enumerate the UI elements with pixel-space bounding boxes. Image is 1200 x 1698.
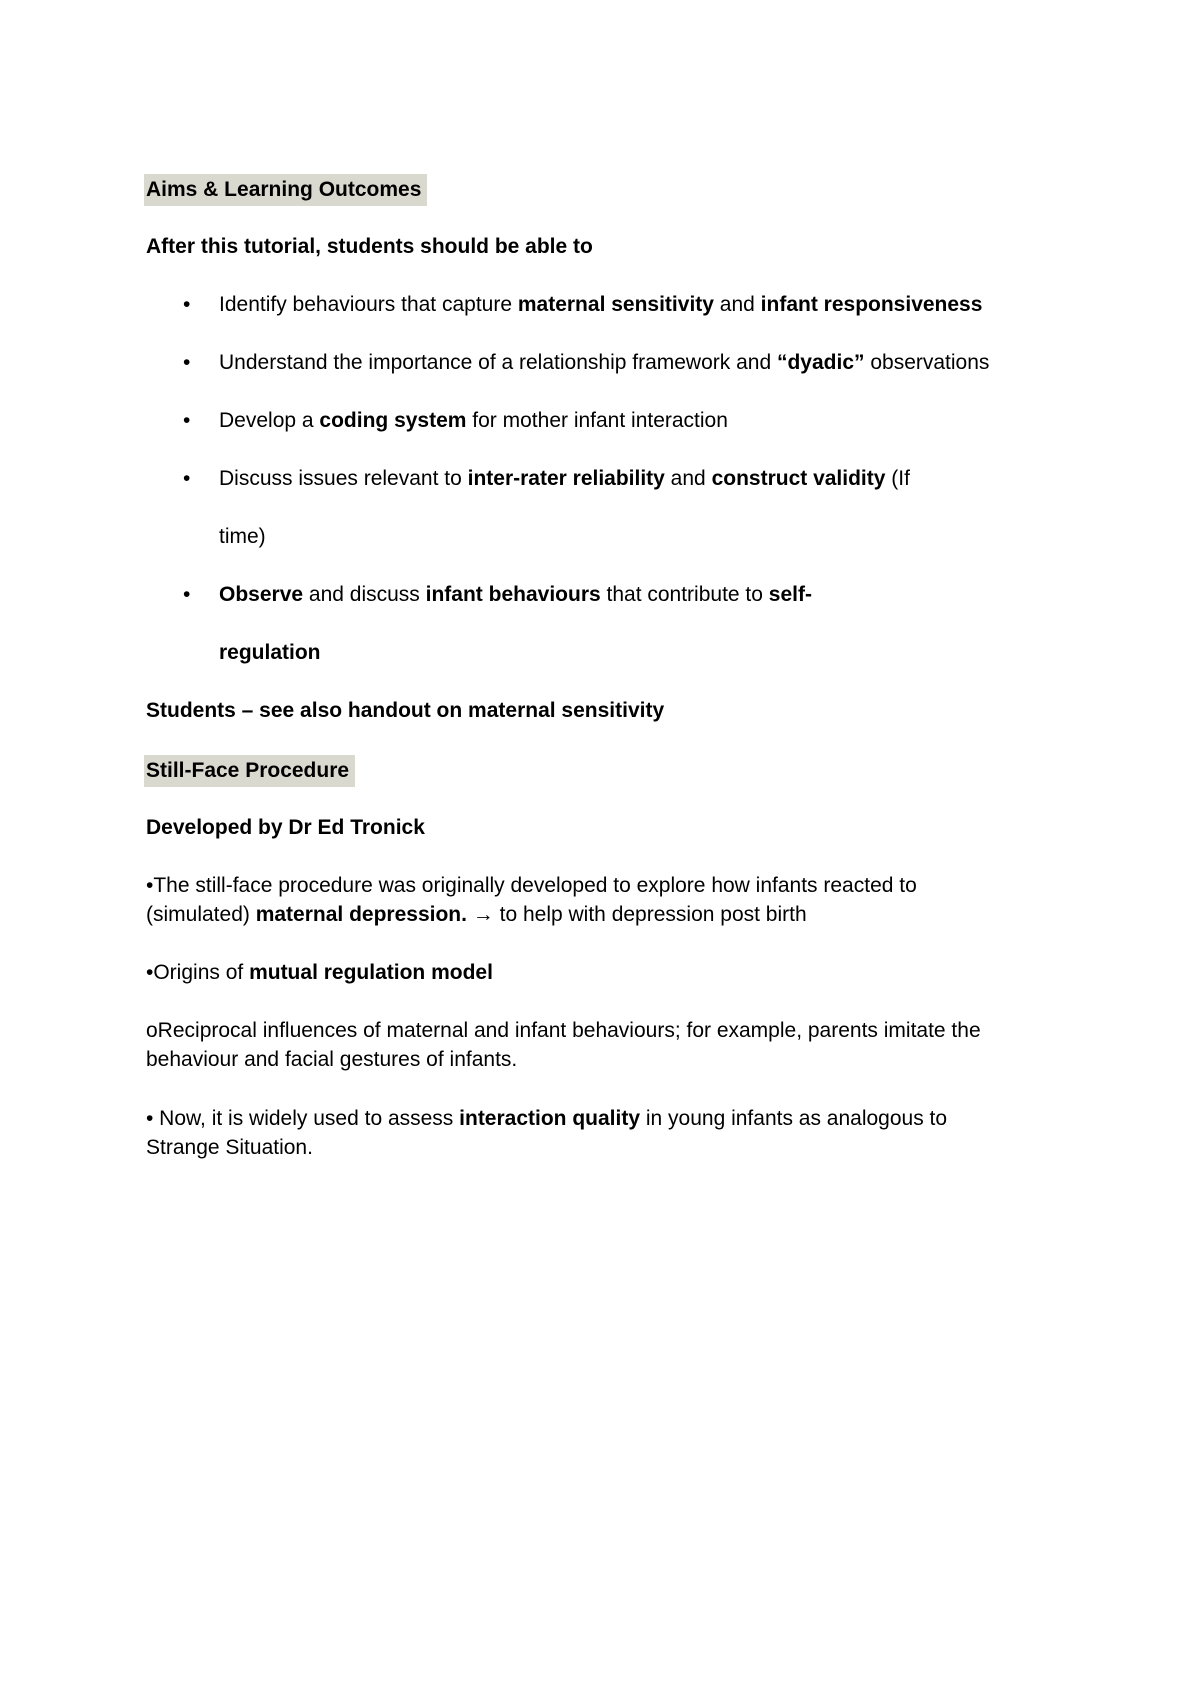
list-item-bold-text: infant responsiveness xyxy=(760,293,983,316)
list-item-bold-text: coding system xyxy=(319,409,467,432)
list-item-text: (If xyxy=(885,467,910,490)
paragraph-line: behaviour and facial gestures of infants. xyxy=(146,1048,518,1071)
paragraph-text: in young infants as analogous to xyxy=(640,1107,948,1130)
list-item-text: for mother infant interaction xyxy=(466,409,728,432)
list-item-text: and xyxy=(713,293,761,316)
paragraph-line: oReciprocal influences of maternal and infant behaviours; for example, parents imitate the xyxy=(146,1019,981,1042)
paragraph-bold-text: mutual regulation model xyxy=(249,961,493,984)
list-item-bold-text: Observe xyxy=(219,583,304,606)
heading-highlight: Aims & Learning Outcomes xyxy=(144,174,427,206)
arrow-right-icon: → xyxy=(472,903,494,926)
section-heading-still-face xyxy=(146,755,355,787)
section-heading-aims xyxy=(146,174,427,206)
subheading-developer: Developed by Dr Ed Tronick xyxy=(146,816,425,839)
heading-highlight: Still-Face Procedure xyxy=(144,755,355,787)
list-item-bold-text: self- xyxy=(768,583,812,606)
paragraph-text: (simulated) xyxy=(146,903,256,926)
list-item-bold-text: construct validity xyxy=(711,467,886,490)
handout-note: Students – see also handout on maternal sensitivity xyxy=(146,699,665,722)
paragraph-line: •The still-face procedure was originally developed to explore how infants reacted to xyxy=(146,874,917,897)
paragraph-text: to help with depression post birth xyxy=(493,903,807,926)
bullet-marker: • xyxy=(183,583,191,606)
paragraph-text: •Origins of xyxy=(146,961,250,984)
list-item xyxy=(219,406,728,435)
paragraph-line: Strange Situation. xyxy=(146,1136,313,1159)
bullet-marker: • xyxy=(183,409,191,432)
list-item-text: Develop a xyxy=(219,409,320,432)
list-item-continuation: time) xyxy=(219,525,266,548)
paragraph-line xyxy=(146,1104,947,1133)
list-item-text: and xyxy=(664,467,712,490)
list-item xyxy=(219,290,982,319)
list-item-text: Discuss issues relevant to xyxy=(219,467,468,490)
list-item-text: observations xyxy=(864,351,990,374)
paragraph-bold-text: maternal depression. xyxy=(255,903,467,926)
list-item-text: and discuss xyxy=(303,583,426,606)
list-item xyxy=(219,348,989,377)
paragraph-line xyxy=(146,958,493,987)
bullet-marker: • xyxy=(183,467,191,490)
list-item-text: that contribute to xyxy=(600,583,769,606)
list-item-text: Understand the importance of a relationship framework and xyxy=(219,351,777,374)
list-item-bold-text: infant behaviours xyxy=(425,583,601,606)
list-item-bold-text: maternal sensitivity xyxy=(517,293,714,316)
bullet-marker: • xyxy=(183,351,191,374)
paragraph-bold-text: interaction quality xyxy=(459,1107,641,1130)
list-item-bold-text: inter-rater reliability xyxy=(467,467,665,490)
intro-text: After this tutorial, students should be able to xyxy=(146,235,593,258)
list-item-bold-text: “dyadic” xyxy=(776,351,865,374)
list-item xyxy=(219,580,812,609)
bullet-marker: • xyxy=(183,293,191,316)
paragraph-line xyxy=(146,900,807,929)
list-item-continuation: regulation xyxy=(219,641,321,664)
list-item xyxy=(219,464,910,493)
paragraph-text: • Now, it is widely used to assess xyxy=(146,1107,460,1130)
list-item-text: Identify behaviours that capture xyxy=(219,293,518,316)
